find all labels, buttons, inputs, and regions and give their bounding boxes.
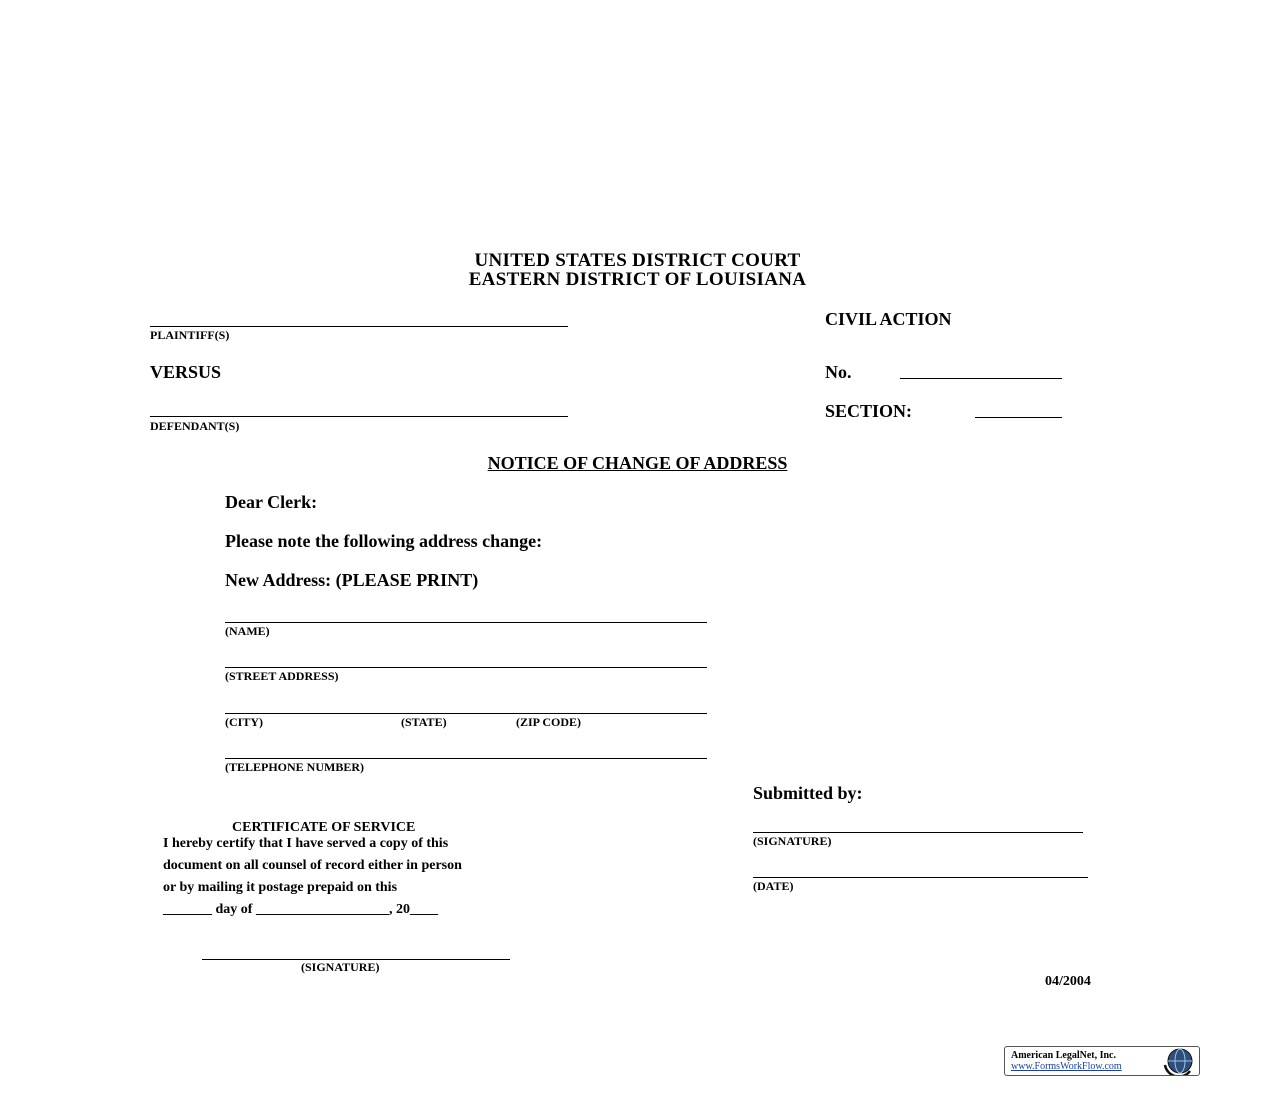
state-label: (STATE) bbox=[401, 715, 447, 729]
submitter-date-line[interactable] bbox=[753, 877, 1088, 878]
notice-title: NOTICE OF CHANGE OF ADDRESS bbox=[487, 453, 788, 473]
submitted-by-heading: Submitted by: bbox=[753, 783, 863, 803]
street-field-line[interactable] bbox=[225, 667, 707, 668]
certificate-title: CERTIFICATE OF SERVICE bbox=[232, 820, 416, 835]
plaintiff-label: PLAINTIFF(S) bbox=[150, 328, 230, 342]
case-number-line[interactable] bbox=[900, 378, 1062, 379]
case-number-label: No. bbox=[825, 362, 852, 382]
submitter-date-label: (DATE) bbox=[753, 879, 794, 893]
publisher-badge[interactable] bbox=[1004, 1046, 1200, 1076]
submitter-signature-label: (SIGNATURE) bbox=[753, 834, 832, 848]
publisher-name: American LegalNet, Inc. bbox=[1011, 1050, 1116, 1061]
court-name: UNITED STATES DISTRICT COURT bbox=[474, 250, 801, 271]
certificate-signature-label: (SIGNATURE) bbox=[301, 960, 380, 974]
name-label: (NAME) bbox=[225, 624, 270, 638]
section-label: SECTION: bbox=[825, 401, 913, 421]
plaintiff-line[interactable] bbox=[150, 326, 568, 327]
versus-label: VERSUS bbox=[150, 362, 222, 382]
submitter-signature-line[interactable] bbox=[753, 832, 1083, 833]
certificate-line-1: I hereby certify that I have served a copy of this bbox=[163, 836, 449, 851]
zip-label: (ZIP CODE) bbox=[516, 715, 582, 729]
certificate-date-line[interactable]: _______ day of ___________________, 20____ bbox=[163, 902, 438, 917]
certificate-line-3: or by mailing it postage prepaid on this bbox=[163, 880, 398, 895]
new-address-heading: New Address: (PLEASE PRINT) bbox=[225, 570, 479, 590]
telephone-field-line[interactable] bbox=[225, 758, 707, 759]
defendant-label: DEFENDANT(S) bbox=[150, 419, 240, 433]
globe-logo-icon bbox=[1160, 1047, 1196, 1075]
section-line[interactable] bbox=[975, 417, 1062, 418]
name-field-line[interactable] bbox=[225, 622, 707, 623]
court-district: EASTERN DISTRICT OF LOUISIANA bbox=[468, 269, 807, 290]
defendant-line[interactable] bbox=[150, 416, 568, 417]
publisher-link[interactable]: www.FormsWorkFlow.com bbox=[1011, 1061, 1122, 1072]
form-revision-date: 04/2004 bbox=[1045, 974, 1091, 989]
street-label: (STREET ADDRESS) bbox=[225, 669, 339, 683]
intro-text: Please note the following address change: bbox=[225, 531, 543, 551]
city-label: (CITY) bbox=[225, 715, 263, 729]
city-state-zip-line[interactable] bbox=[225, 713, 707, 714]
telephone-label: (TELEPHONE NUMBER) bbox=[225, 760, 365, 774]
certificate-line-2: document on all counsel of record either in person bbox=[163, 858, 462, 873]
civil-action-label: CIVIL ACTION bbox=[825, 309, 952, 329]
salutation: Dear Clerk: bbox=[225, 492, 318, 512]
